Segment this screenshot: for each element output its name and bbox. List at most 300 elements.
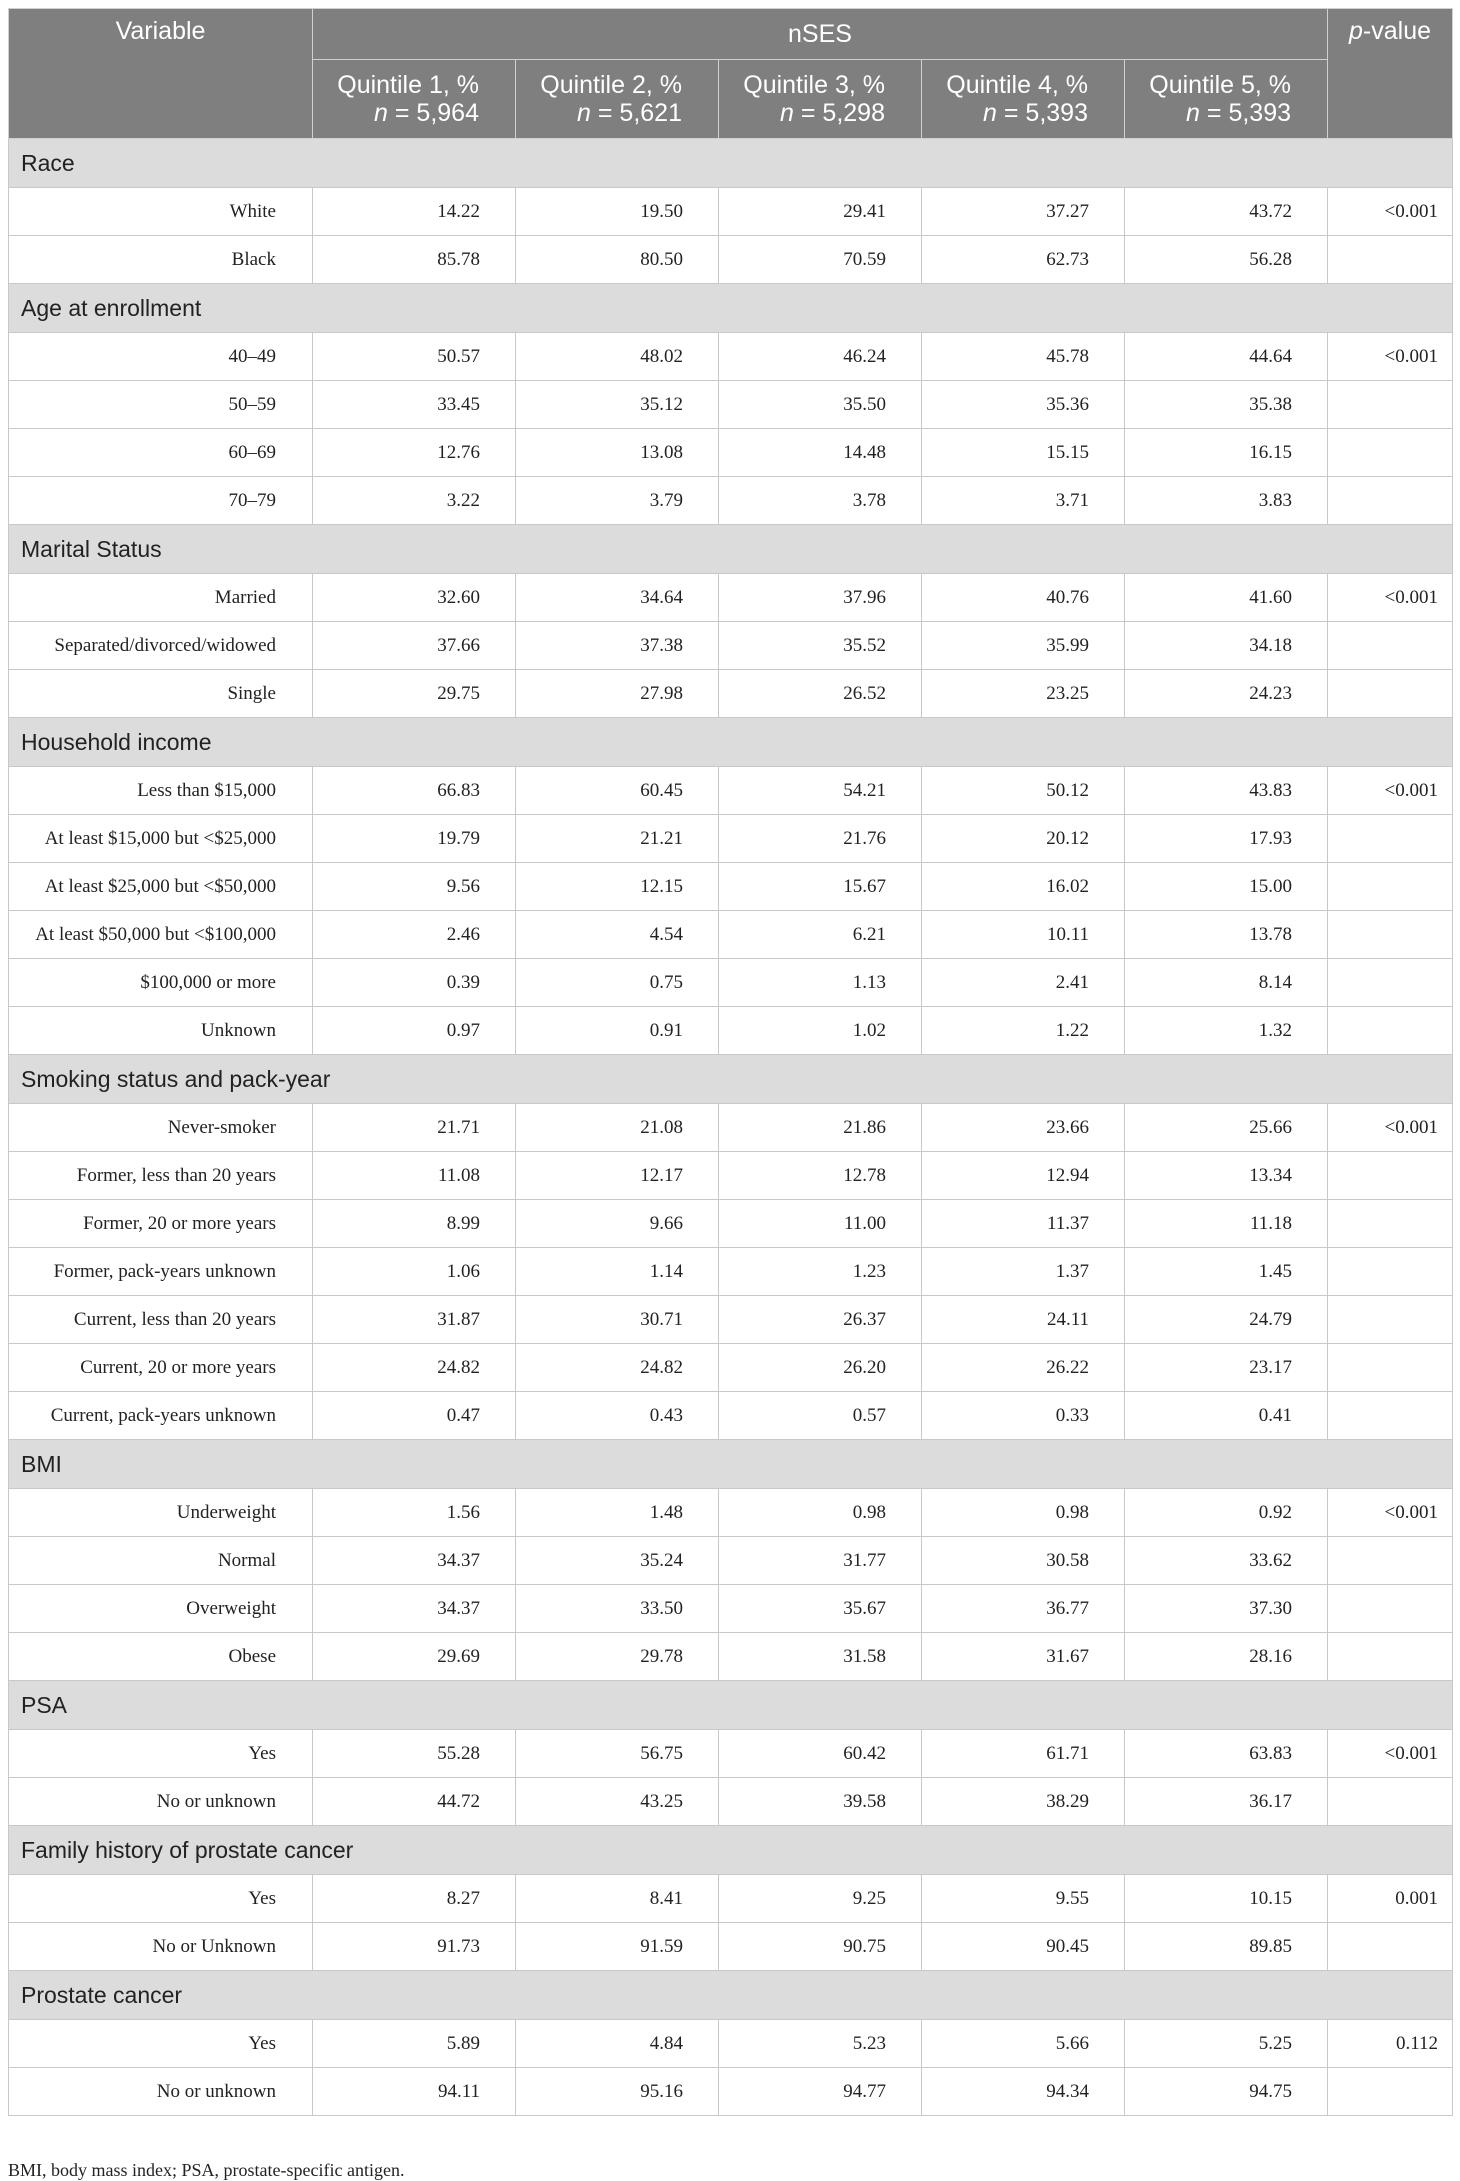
cell-quintile-3: 1.02 — [719, 1007, 922, 1055]
cell-quintile-3: 9.25 — [719, 1875, 922, 1923]
cell-quintile-5: 1.32 — [1125, 1007, 1328, 1055]
cell-quintile-1: 8.27 — [313, 1875, 516, 1923]
cell-quintile-2: 60.45 — [516, 767, 719, 815]
section-row — [9, 1826, 1453, 1875]
cell-p-value — [1328, 815, 1453, 863]
cell-quintile-3: 1.13 — [719, 959, 922, 1007]
cell-quintile-2: 33.50 — [516, 1585, 719, 1633]
cell-quintile-3: 0.98 — [719, 1489, 922, 1537]
cell-quintile-5: 34.18 — [1125, 622, 1328, 670]
table-row — [9, 863, 1453, 911]
cell-quintile-1: 66.83 — [313, 767, 516, 815]
cell-quintile-4: 12.94 — [922, 1152, 1125, 1200]
cell-quintile-5: 11.18 — [1125, 1200, 1328, 1248]
section-title: Race — [9, 139, 1453, 188]
quintile-label: Quintile 4, % — [946, 71, 1088, 99]
cell-quintile-5: 13.78 — [1125, 911, 1328, 959]
section-title: BMI — [9, 1440, 1453, 1489]
table-row — [9, 477, 1453, 525]
cell-quintile-1: 29.69 — [313, 1633, 516, 1681]
cell-quintile-5: 15.00 — [1125, 863, 1328, 911]
cell-p-value — [1328, 2068, 1453, 2116]
section-row — [9, 284, 1453, 333]
cell-quintile-1: 19.79 — [313, 815, 516, 863]
cell-quintile-5: 94.75 — [1125, 2068, 1328, 2116]
cell-quintile-2: 29.78 — [516, 1633, 719, 1681]
quintile-n — [932, 99, 1088, 127]
table-row — [9, 1344, 1453, 1392]
cell-quintile-2: 30.71 — [516, 1296, 719, 1344]
quintile-n-value: = 5,393 — [1199, 99, 1292, 127]
section-row — [9, 1440, 1453, 1489]
cell-p-value — [1328, 1248, 1453, 1296]
section-title: Smoking status and pack-year — [9, 1055, 1453, 1104]
section-title: PSA — [9, 1681, 1453, 1730]
cell-quintile-2: 8.41 — [516, 1875, 719, 1923]
table-row — [9, 1392, 1453, 1440]
cell-quintile-1: 91.73 — [313, 1923, 516, 1971]
table-row — [9, 2020, 1453, 2068]
cell-quintile-1: 2.46 — [313, 911, 516, 959]
table-row — [9, 1296, 1453, 1344]
cell-quintile-3: 60.42 — [719, 1730, 922, 1778]
cell-quintile-1: 33.45 — [313, 381, 516, 429]
cell-quintile-3: 31.77 — [719, 1537, 922, 1585]
cell-p-value — [1328, 236, 1453, 284]
cell-quintile-4: 50.12 — [922, 767, 1125, 815]
cell-quintile-1: 1.56 — [313, 1489, 516, 1537]
cell-quintile-3: 11.00 — [719, 1200, 922, 1248]
row-label: Yes — [9, 2020, 313, 2068]
table-row — [9, 1152, 1453, 1200]
cell-p-value: <0.001 — [1328, 767, 1453, 815]
cell-p-value — [1328, 1152, 1453, 1200]
cell-quintile-5: 56.28 — [1125, 236, 1328, 284]
cell-quintile-5: 13.34 — [1125, 1152, 1328, 1200]
cell-quintile-2: 21.21 — [516, 815, 719, 863]
cell-quintile-2: 37.38 — [516, 622, 719, 670]
cell-quintile-2: 56.75 — [516, 1730, 719, 1778]
cell-quintile-1: 5.89 — [313, 2020, 516, 2068]
cell-quintile-1: 85.78 — [313, 236, 516, 284]
row-label: Underweight — [9, 1489, 313, 1537]
quintile-label: Quintile 5, % — [1149, 71, 1292, 99]
cell-quintile-4: 3.71 — [922, 477, 1125, 525]
cell-quintile-1: 44.72 — [313, 1778, 516, 1826]
header-quintile-3 — [719, 60, 922, 139]
cell-quintile-4: 61.71 — [922, 1730, 1125, 1778]
cell-quintile-2: 34.64 — [516, 574, 719, 622]
cell-quintile-3: 37.96 — [719, 574, 922, 622]
cell-quintile-5: 10.15 — [1125, 1875, 1328, 1923]
cell-quintile-4: 16.02 — [922, 863, 1125, 911]
cell-quintile-3: 3.78 — [719, 477, 922, 525]
cell-quintile-4: 35.36 — [922, 381, 1125, 429]
row-label: Unknown — [9, 1007, 313, 1055]
cell-quintile-1: 3.22 — [313, 477, 516, 525]
cell-quintile-4: 5.66 — [922, 2020, 1125, 2068]
table-row — [9, 188, 1453, 236]
cell-quintile-3: 90.75 — [719, 1923, 922, 1971]
cell-quintile-1: 34.37 — [313, 1537, 516, 1585]
row-label: 70–79 — [9, 477, 313, 525]
cell-p-value: <0.001 — [1328, 1730, 1453, 1778]
cell-p-value — [1328, 1007, 1453, 1055]
row-label: Current, pack-years unknown — [9, 1392, 313, 1440]
table-row — [9, 429, 1453, 477]
row-label: Current, less than 20 years — [9, 1296, 313, 1344]
row-label: 60–69 — [9, 429, 313, 477]
cell-quintile-5: 28.16 — [1125, 1633, 1328, 1681]
table-row — [9, 574, 1453, 622]
table-row — [9, 1248, 1453, 1296]
cell-quintile-5: 8.14 — [1125, 959, 1328, 1007]
row-label: Former, 20 or more years — [9, 1200, 313, 1248]
row-label: At least $25,000 but <$50,000 — [9, 863, 313, 911]
cell-p-value: <0.001 — [1328, 1104, 1453, 1152]
cell-p-value: 0.112 — [1328, 2020, 1453, 2068]
cell-quintile-1: 21.71 — [313, 1104, 516, 1152]
cell-quintile-4: 2.41 — [922, 959, 1125, 1007]
cell-quintile-1: 37.66 — [313, 622, 516, 670]
cell-quintile-1: 31.87 — [313, 1296, 516, 1344]
cell-quintile-5: 41.60 — [1125, 574, 1328, 622]
section-title: Marital Status — [9, 525, 1453, 574]
row-label: Married — [9, 574, 313, 622]
cell-p-value: <0.001 — [1328, 1489, 1453, 1537]
cell-p-value — [1328, 1585, 1453, 1633]
cell-quintile-3: 35.67 — [719, 1585, 922, 1633]
cell-quintile-1: 24.82 — [313, 1344, 516, 1392]
cell-quintile-1: 12.76 — [313, 429, 516, 477]
cell-p-value — [1328, 429, 1453, 477]
row-label: No or unknown — [9, 2068, 313, 2116]
cell-quintile-1: 11.08 — [313, 1152, 516, 1200]
quintile-label: Quintile 3, % — [743, 71, 885, 99]
table-row — [9, 959, 1453, 1007]
cell-quintile-4: 94.34 — [922, 2068, 1125, 2116]
cell-quintile-5: 0.41 — [1125, 1392, 1328, 1440]
cell-quintile-5: 0.92 — [1125, 1489, 1328, 1537]
cell-quintile-5: 24.79 — [1125, 1296, 1328, 1344]
cell-p-value — [1328, 1392, 1453, 1440]
cell-quintile-3: 26.20 — [719, 1344, 922, 1392]
table-row — [9, 1923, 1453, 1971]
table-row — [9, 1875, 1453, 1923]
footnote: BMI, body mass index; PSA, prostate-specific antigen. — [8, 2160, 405, 2180]
table-row — [9, 1585, 1453, 1633]
row-label: No or unknown — [9, 1778, 313, 1826]
cell-quintile-4: 37.27 — [922, 188, 1125, 236]
cell-p-value — [1328, 622, 1453, 670]
cell-quintile-4: 45.78 — [922, 333, 1125, 381]
row-label: White — [9, 188, 313, 236]
section-title: Household income — [9, 718, 1453, 767]
cell-quintile-2: 12.17 — [516, 1152, 719, 1200]
cell-p-value — [1328, 477, 1453, 525]
table-row — [9, 2068, 1453, 2116]
cell-quintile-5: 16.15 — [1125, 429, 1328, 477]
cell-quintile-3: 35.52 — [719, 622, 922, 670]
quintile-n-symbol: n — [983, 99, 997, 127]
row-label: Single — [9, 670, 313, 718]
header-quintile-2 — [516, 60, 719, 139]
cell-quintile-4: 20.12 — [922, 815, 1125, 863]
cell-p-value: <0.001 — [1328, 333, 1453, 381]
row-label: Normal — [9, 1537, 313, 1585]
quintile-n-symbol: n — [577, 99, 591, 127]
header-p-italic: p — [1349, 17, 1363, 45]
cell-p-value — [1328, 911, 1453, 959]
cell-quintile-5: 35.38 — [1125, 381, 1328, 429]
cell-quintile-4: 40.76 — [922, 574, 1125, 622]
cell-quintile-2: 24.82 — [516, 1344, 719, 1392]
cell-p-value — [1328, 670, 1453, 718]
table-header — [9, 9, 1453, 139]
row-label: Yes — [9, 1875, 313, 1923]
cell-quintile-3: 6.21 — [719, 911, 922, 959]
table-row — [9, 815, 1453, 863]
cell-p-value — [1328, 1296, 1453, 1344]
cell-quintile-1: 0.97 — [313, 1007, 516, 1055]
cell-quintile-3: 54.21 — [719, 767, 922, 815]
cell-quintile-2: 1.14 — [516, 1248, 719, 1296]
cell-quintile-2: 35.24 — [516, 1537, 719, 1585]
cell-quintile-3: 12.78 — [719, 1152, 922, 1200]
cell-quintile-3: 39.58 — [719, 1778, 922, 1826]
cell-quintile-1: 1.06 — [313, 1248, 516, 1296]
cell-quintile-4: 10.11 — [922, 911, 1125, 959]
cell-quintile-1: 34.37 — [313, 1585, 516, 1633]
cell-quintile-4: 0.98 — [922, 1489, 1125, 1537]
cell-p-value — [1328, 1537, 1453, 1585]
table-row — [9, 381, 1453, 429]
quintile-label: Quintile 1, % — [337, 71, 479, 99]
cell-quintile-1: 0.39 — [313, 959, 516, 1007]
cell-quintile-1: 0.47 — [313, 1392, 516, 1440]
table-row — [9, 1778, 1453, 1826]
cell-quintile-4: 11.37 — [922, 1200, 1125, 1248]
table-row — [9, 1104, 1453, 1152]
cell-quintile-5: 17.93 — [1125, 815, 1328, 863]
cell-quintile-5: 1.45 — [1125, 1248, 1328, 1296]
cell-quintile-2: 9.66 — [516, 1200, 719, 1248]
cell-p-value — [1328, 1923, 1453, 1971]
quintile-n — [526, 99, 682, 127]
table-body — [9, 139, 1453, 2116]
section-row — [9, 1971, 1453, 2020]
cell-quintile-4: 30.58 — [922, 1537, 1125, 1585]
cell-p-value — [1328, 1344, 1453, 1392]
cell-quintile-4: 35.99 — [922, 622, 1125, 670]
row-label: Yes — [9, 1730, 313, 1778]
cell-quintile-3: 46.24 — [719, 333, 922, 381]
cell-quintile-2: 0.75 — [516, 959, 719, 1007]
cell-quintile-3: 31.58 — [719, 1633, 922, 1681]
table-row — [9, 767, 1453, 815]
row-label: At least $15,000 but <$25,000 — [9, 815, 313, 863]
cell-quintile-3: 14.48 — [719, 429, 922, 477]
cell-quintile-1: 29.75 — [313, 670, 516, 718]
cell-quintile-5: 36.17 — [1125, 1778, 1328, 1826]
table-row — [9, 1489, 1453, 1537]
cell-quintile-4: 15.15 — [922, 429, 1125, 477]
cell-quintile-2: 0.43 — [516, 1392, 719, 1440]
cell-quintile-3: 35.50 — [719, 381, 922, 429]
cell-quintile-1: 8.99 — [313, 1200, 516, 1248]
section-title: Family history of prostate cancer — [9, 1826, 1453, 1875]
row-label: Former, less than 20 years — [9, 1152, 313, 1200]
cell-quintile-2: 80.50 — [516, 236, 719, 284]
cell-p-value — [1328, 863, 1453, 911]
cell-quintile-4: 23.25 — [922, 670, 1125, 718]
header-p-value — [1328, 9, 1453, 139]
row-label: $100,000 or more — [9, 959, 313, 1007]
section-title: Age at enrollment — [9, 284, 1453, 333]
header-nses: nSES — [313, 9, 1328, 60]
cell-quintile-3: 70.59 — [719, 236, 922, 284]
cell-p-value — [1328, 959, 1453, 1007]
row-label: No or Unknown — [9, 1923, 313, 1971]
row-label: Overweight — [9, 1585, 313, 1633]
cell-quintile-2: 1.48 — [516, 1489, 719, 1537]
table-row — [9, 1537, 1453, 1585]
cell-quintile-4: 1.37 — [922, 1248, 1125, 1296]
quintile-n-symbol: n — [780, 99, 794, 127]
row-label: Former, pack-years unknown — [9, 1248, 313, 1296]
cell-p-value — [1328, 1778, 1453, 1826]
quintile-n-value: = 5,393 — [996, 99, 1088, 127]
quintile-n — [1135, 99, 1291, 127]
cell-quintile-4: 26.22 — [922, 1344, 1125, 1392]
cell-quintile-2: 35.12 — [516, 381, 719, 429]
cell-quintile-4: 62.73 — [922, 236, 1125, 284]
cell-p-value — [1328, 1200, 1453, 1248]
row-label: 40–49 — [9, 333, 313, 381]
cell-quintile-2: 12.15 — [516, 863, 719, 911]
cell-quintile-5: 33.62 — [1125, 1537, 1328, 1585]
cell-quintile-5: 24.23 — [1125, 670, 1328, 718]
cell-p-value: <0.001 — [1328, 188, 1453, 236]
header-quintile-4 — [922, 60, 1125, 139]
section-row — [9, 1681, 1453, 1730]
quintile-n — [323, 99, 479, 127]
quintile-n-value: = 5,298 — [793, 99, 885, 127]
section-row — [9, 1055, 1453, 1104]
cell-quintile-4: 90.45 — [922, 1923, 1125, 1971]
header-variable: Variable — [9, 9, 313, 139]
cell-quintile-2: 43.25 — [516, 1778, 719, 1826]
header-quintile-5 — [1125, 60, 1328, 139]
cell-quintile-4: 1.22 — [922, 1007, 1125, 1055]
table-row — [9, 333, 1453, 381]
row-label: At least $50,000 but <$100,000 — [9, 911, 313, 959]
cell-quintile-2: 3.79 — [516, 477, 719, 525]
table-row — [9, 670, 1453, 718]
cell-quintile-3: 94.77 — [719, 2068, 922, 2116]
cell-quintile-2: 19.50 — [516, 188, 719, 236]
cell-quintile-3: 1.23 — [719, 1248, 922, 1296]
cell-quintile-3: 26.52 — [719, 670, 922, 718]
quintile-n-value: = 5,621 — [590, 99, 682, 127]
cell-quintile-1: 50.57 — [313, 333, 516, 381]
row-label: 50–59 — [9, 381, 313, 429]
cell-quintile-2: 27.98 — [516, 670, 719, 718]
table-row — [9, 911, 1453, 959]
cell-quintile-3: 5.23 — [719, 2020, 922, 2068]
cell-quintile-5: 5.25 — [1125, 2020, 1328, 2068]
cell-quintile-4: 9.55 — [922, 1875, 1125, 1923]
cell-quintile-5: 25.66 — [1125, 1104, 1328, 1152]
cell-quintile-5: 3.83 — [1125, 477, 1328, 525]
quintile-label: Quintile 2, % — [540, 71, 682, 99]
cell-quintile-5: 63.83 — [1125, 1730, 1328, 1778]
cell-quintile-4: 31.67 — [922, 1633, 1125, 1681]
cell-quintile-1: 14.22 — [313, 188, 516, 236]
cell-quintile-2: 13.08 — [516, 429, 719, 477]
quintile-n-symbol: n — [374, 99, 388, 127]
cell-quintile-3: 29.41 — [719, 188, 922, 236]
cell-quintile-5: 37.30 — [1125, 1585, 1328, 1633]
cell-quintile-4: 38.29 — [922, 1778, 1125, 1826]
header-quintile-1 — [313, 60, 516, 139]
table-row — [9, 236, 1453, 284]
table-row — [9, 1633, 1453, 1681]
cell-quintile-3: 15.67 — [719, 863, 922, 911]
cell-quintile-2: 4.54 — [516, 911, 719, 959]
cell-quintile-2: 48.02 — [516, 333, 719, 381]
cell-quintile-5: 43.72 — [1125, 188, 1328, 236]
row-label: Black — [9, 236, 313, 284]
cell-quintile-2: 0.91 — [516, 1007, 719, 1055]
cell-quintile-2: 95.16 — [516, 2068, 719, 2116]
header-p-suffix: -value — [1362, 17, 1432, 45]
cell-p-value: <0.001 — [1328, 574, 1453, 622]
cell-p-value: 0.001 — [1328, 1875, 1453, 1923]
cell-quintile-5: 89.85 — [1125, 1923, 1328, 1971]
cell-quintile-5: 44.64 — [1125, 333, 1328, 381]
row-label: Separated/divorced/widowed — [9, 622, 313, 670]
cell-p-value — [1328, 1633, 1453, 1681]
cell-quintile-3: 26.37 — [719, 1296, 922, 1344]
row-label: Less than $15,000 — [9, 767, 313, 815]
cell-quintile-2: 21.08 — [516, 1104, 719, 1152]
data-table — [8, 8, 1453, 2116]
cell-quintile-5: 43.83 — [1125, 767, 1328, 815]
cell-quintile-3: 0.57 — [719, 1392, 922, 1440]
quintile-n-value: = 5,964 — [387, 99, 479, 127]
cell-quintile-1: 9.56 — [313, 863, 516, 911]
table-container — [8, 8, 1452, 2116]
section-row — [9, 139, 1453, 188]
section-title: Prostate cancer — [9, 1971, 1453, 2020]
cell-quintile-4: 23.66 — [922, 1104, 1125, 1152]
section-row — [9, 525, 1453, 574]
cell-quintile-1: 94.11 — [313, 2068, 516, 2116]
cell-quintile-3: 21.86 — [719, 1104, 922, 1152]
cell-quintile-4: 24.11 — [922, 1296, 1125, 1344]
table-row — [9, 622, 1453, 670]
row-label: Obese — [9, 1633, 313, 1681]
cell-quintile-5: 23.17 — [1125, 1344, 1328, 1392]
cell-quintile-1: 32.60 — [313, 574, 516, 622]
cell-quintile-1: 55.28 — [313, 1730, 516, 1778]
cell-quintile-4: 0.33 — [922, 1392, 1125, 1440]
cell-p-value — [1328, 381, 1453, 429]
section-row — [9, 718, 1453, 767]
row-label: Current, 20 or more years — [9, 1344, 313, 1392]
quintile-n-symbol: n — [1186, 99, 1200, 127]
